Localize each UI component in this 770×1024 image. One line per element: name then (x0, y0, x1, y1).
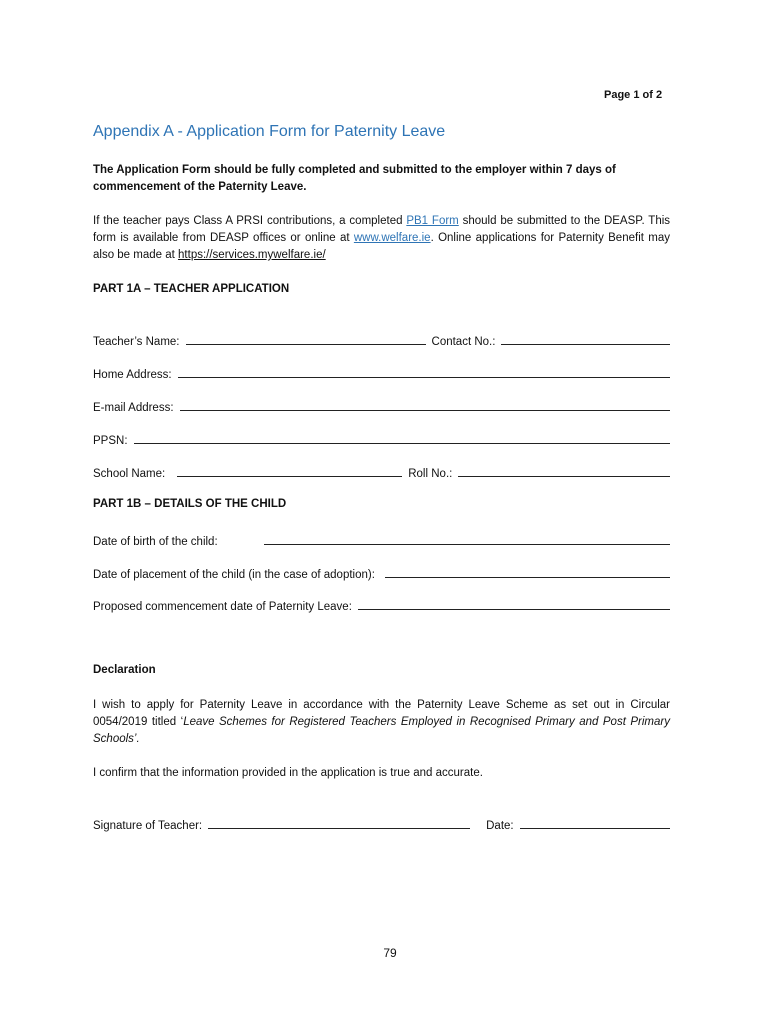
dob-row (93, 532, 670, 548)
prsi-paragraph (93, 213, 670, 264)
dob-field[interactable] (264, 544, 670, 545)
circular-title: Leave Schemes for Registered Teachers Employed in Recognised Primary and Post Primary Schools’. (93, 716, 670, 745)
mywelfare-link[interactable]: https://services.mywelfare.ie/ (178, 249, 326, 261)
declaration-text: I wish to apply for Paternity Leave in accordance with the Paternity Leave Scheme as set out in Circular 0054/2019 titled ‘ (93, 699, 670, 728)
date-label: Date: (486, 820, 514, 832)
dob-label: Date of birth of the child: (93, 536, 218, 548)
pb1-form-link[interactable]: PB1 Form (406, 215, 459, 227)
intro-instruction: The Application Form should be fully completed and submitted to the employer within 7 days of commencement of the Paternity Leave. (93, 164, 616, 193)
school-name-field[interactable] (177, 476, 402, 477)
home-address-label: Home Address: (93, 369, 172, 381)
part1b-heading: PART 1B – DETAILS OF THE CHILD (93, 498, 287, 510)
part1a-heading: PART 1A – TEACHER APPLICATION (93, 283, 290, 295)
email-field[interactable] (180, 410, 670, 411)
placement-field[interactable] (385, 577, 670, 578)
ppsn-row (93, 431, 670, 447)
date-field[interactable] (520, 828, 670, 829)
footer-page-number: 79 (383, 946, 397, 960)
prsi-text-1: If the teacher pays Class A PRSI contributions, a completed (93, 215, 407, 227)
teacher-name-row (93, 332, 670, 348)
commencement-label: Proposed commencement date of Paternity Leave: (93, 601, 352, 613)
contact-no-label: Contact No.: (431, 336, 496, 348)
commencement-row (93, 597, 670, 613)
home-address-field[interactable] (178, 377, 670, 378)
roll-no-field[interactable] (458, 476, 670, 477)
declaration-paragraph (93, 697, 670, 748)
teacher-name-label: Teacher’s Name: (93, 336, 180, 348)
contact-no-field[interactable] (501, 344, 670, 345)
email-row (93, 398, 670, 414)
school-name-label: School Name: (93, 468, 166, 480)
ppsn-label: PPSN: (93, 435, 128, 447)
declaration-heading: Declaration (93, 664, 156, 676)
roll-no-label: Roll No.: (408, 468, 453, 480)
page-indicator: Page 1 of 2 (604, 89, 663, 101)
prsi-text-3: . Online applications for Paternity Benefit may also be made at (93, 232, 670, 261)
signature-label: Signature of Teacher: (93, 820, 203, 832)
home-address-row (93, 365, 670, 381)
signature-row (93, 816, 670, 832)
signature-field[interactable] (208, 828, 470, 829)
email-label: E-mail Address: (93, 402, 174, 414)
commencement-field[interactable] (358, 609, 670, 610)
confirmation-paragraph: I confirm that the information provided in the application is true and accurate. (93, 767, 483, 779)
prsi-text-2: should be submitted to the DEASP. This form is available from DEASP offices or online at (93, 215, 671, 244)
school-row (93, 464, 670, 480)
placement-label: Date of placement of the child (in the case of adoption): (93, 569, 375, 581)
page-title: Appendix A - Application Form for Paternity Leave (93, 123, 446, 140)
teacher-name-field[interactable] (186, 344, 426, 345)
ppsn-field[interactable] (134, 443, 670, 444)
welfare-link[interactable]: www.welfare.ie (353, 232, 431, 244)
placement-row (93, 565, 670, 581)
